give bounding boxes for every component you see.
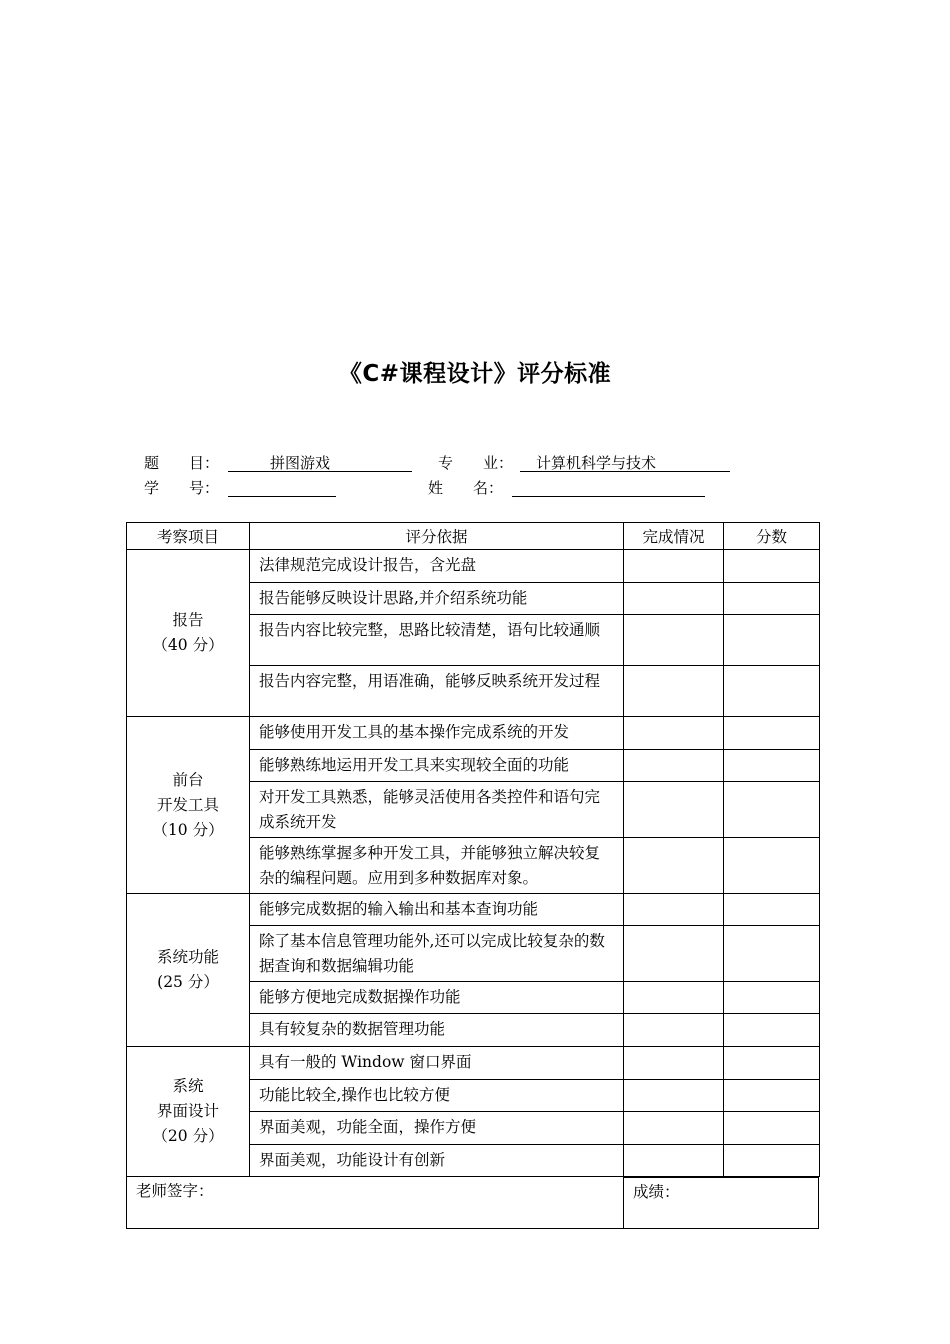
basis-text: 报告内容比较完整，思路比较清楚，语句比较通顺 (250, 615, 624, 666)
score-cell[interactable] (724, 1145, 820, 1177)
completion-cell[interactable] (624, 782, 724, 838)
category-system-function: 系统功能 (25 分） (127, 894, 250, 1047)
completion-cell[interactable] (624, 750, 724, 782)
grade-area[interactable] (623, 1177, 819, 1229)
completion-cell[interactable] (624, 583, 724, 615)
completion-cell[interactable] (624, 982, 724, 1014)
basis-text: 法律规范完成设计报告，含光盘 (250, 550, 624, 583)
completion-cell[interactable] (624, 894, 724, 926)
category-frontend-tools: 前台 开发工具 （10 分） (127, 717, 250, 894)
score-cell[interactable] (724, 1080, 820, 1112)
name-field[interactable] (512, 477, 705, 497)
score-cell[interactable] (724, 1047, 820, 1080)
basis-text: 具有较复杂的数据管理功能 (250, 1014, 624, 1047)
basis-text: 报告内容完整，用语准确，能够反映系统开发过程 (250, 666, 624, 717)
basis-text: 对开发工具熟悉，能够灵活使用各类控件和语句完成系统开发 (250, 782, 624, 838)
score-cell[interactable] (724, 1014, 820, 1047)
topic-label: 题 目： (144, 454, 220, 472)
table-row (127, 894, 820, 926)
header-completion: 完成情况 (624, 523, 724, 550)
table-header-row (127, 523, 820, 550)
completion-cell[interactable] (624, 1080, 724, 1112)
basis-text: 能够方便地完成数据操作功能 (250, 982, 624, 1014)
basis-text: 除了基本信息管理功能外,还可以完成比较复杂的数据查询和数据编辑功能 (250, 926, 624, 982)
completion-cell[interactable] (624, 838, 724, 894)
basis-text: 界面美观，功能设计有创新 (250, 1145, 624, 1177)
header-category: 考察项目 (127, 523, 250, 550)
score-cell[interactable] (724, 550, 820, 583)
score-cell[interactable] (724, 717, 820, 750)
score-cell[interactable] (724, 926, 820, 982)
student-id-field[interactable] (228, 477, 336, 497)
basis-text: 具有一般的 Window 窗口界面 (250, 1047, 624, 1080)
student-id-label: 学 号： (144, 479, 220, 497)
completion-cell[interactable] (624, 615, 724, 666)
completion-cell[interactable] (624, 717, 724, 750)
table-row (127, 1047, 820, 1080)
grade-label: 成绩： (633, 1182, 680, 1201)
name-label: 姓 名： (428, 479, 504, 497)
basis-text: 能够完成数据的输入输出和基本查询功能 (250, 894, 624, 926)
basis-text: 能够使用开发工具的基本操作完成系统的开发 (250, 717, 624, 750)
basis-text: 功能比较全,操作也比较方便 (250, 1080, 624, 1112)
score-cell[interactable] (724, 583, 820, 615)
header-score: 分数 (724, 523, 820, 550)
basis-text: 报告能够反映设计思路,并介绍系统功能 (250, 583, 624, 615)
teacher-signature-label: 老师签字： (136, 1182, 214, 1200)
header-basis: 评分依据 (250, 523, 624, 550)
completion-cell[interactable] (624, 926, 724, 982)
topic-value: 拼图游戏 (270, 454, 331, 472)
score-cell[interactable] (724, 982, 820, 1014)
completion-cell[interactable] (624, 1014, 724, 1047)
major-value: 计算机科学与技术 (536, 454, 657, 472)
basis-text: 界面美观，功能全面，操作方便 (250, 1112, 624, 1145)
completion-cell[interactable] (624, 666, 724, 717)
score-cell[interactable] (724, 782, 820, 838)
basis-text: 能够熟练地运用开发工具来实现较全面的功能 (250, 750, 624, 782)
category-report: 报告 （40 分） (127, 550, 250, 717)
page-title: 《C#课程设计》评分标准 (338, 361, 612, 387)
score-cell[interactable] (724, 838, 820, 894)
completion-cell[interactable] (624, 1047, 724, 1080)
score-cell[interactable] (724, 666, 820, 717)
basis-text: 能够熟练掌握多种开发工具，并能够独立解决较复杂的编程问题。应用到多种数据库对象。 (250, 838, 624, 894)
table-row (127, 717, 820, 750)
completion-cell[interactable] (624, 550, 724, 583)
completion-cell[interactable] (624, 1112, 724, 1145)
score-cell[interactable] (724, 1112, 820, 1145)
completion-cell[interactable] (624, 1145, 724, 1177)
score-cell[interactable] (724, 615, 820, 666)
major-label: 专 业： (438, 454, 514, 472)
score-cell[interactable] (724, 750, 820, 782)
score-cell[interactable] (724, 894, 820, 926)
category-ui-design: 系统 界面设计 （20 分） (127, 1047, 250, 1177)
scoring-table (126, 522, 820, 1229)
table-row (127, 550, 820, 583)
